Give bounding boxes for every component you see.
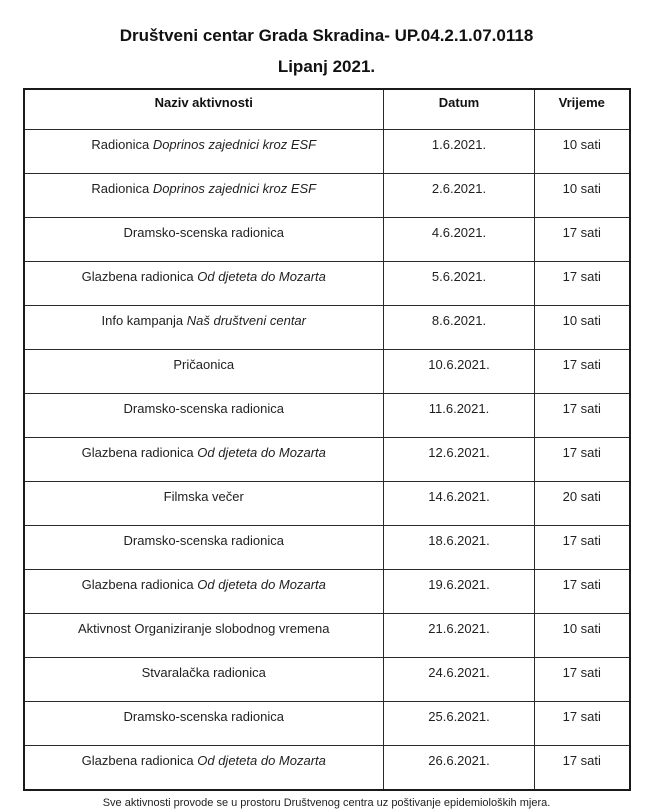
activity-name-italic: Doprinos zajednici kroz ESF (152, 137, 317, 152)
activity-time-cell: 17 sati (535, 218, 630, 262)
table-row (24, 350, 630, 394)
activity-name-cell (24, 394, 384, 438)
activity-name-cell (24, 350, 384, 394)
activity-name-regular: Pričaonica (173, 357, 235, 372)
activity-name-regular: Dramsko-scenska radionica (123, 225, 284, 240)
activity-name-regular: Glazbena radionica (81, 445, 198, 460)
activity-time-cell: 10 sati (535, 306, 630, 350)
activity-date-cell: 5.6.2021. (384, 262, 535, 306)
table-row (24, 306, 630, 350)
activity-name-cell (24, 526, 384, 570)
activity-name-italic: Doprinos zajednici kroz ESF (152, 181, 317, 196)
table-row (24, 438, 630, 482)
activity-time-cell: 20 sati (535, 482, 630, 526)
activity-name-italic: Od djeteta do Mozarta (197, 269, 326, 284)
activity-date-cell: 8.6.2021. (384, 306, 535, 350)
table-row (24, 614, 630, 658)
activity-name-cell (24, 218, 384, 262)
activity-time-cell: 17 sati (535, 658, 630, 702)
activities-schedule-table (23, 88, 631, 791)
column-header-activity-name: Naziv aktivnosti (24, 89, 384, 130)
activity-name-cell (24, 130, 384, 174)
activity-name-regular: Radionica (91, 137, 153, 152)
activity-name-cell (24, 614, 384, 658)
activity-name-italic: Od djeteta do Mozarta (197, 577, 326, 592)
activity-time-cell: 17 sati (535, 394, 630, 438)
activity-name-regular: Dramsko-scenska radionica (123, 709, 284, 724)
table-row (24, 746, 630, 791)
activity-name-regular: Dramsko-scenska radionica (123, 401, 284, 416)
table-row (24, 262, 630, 306)
activity-name-cell (24, 658, 384, 702)
table-row (24, 702, 630, 746)
activity-time-cell: 17 sati (535, 350, 630, 394)
activity-name-regular: Glazbena radionica (81, 269, 198, 284)
activity-time-cell: 17 sati (535, 438, 630, 482)
activity-name-regular: Glazbena radionica (81, 753, 198, 768)
table-row (24, 526, 630, 570)
activity-date-cell: 12.6.2021. (384, 438, 535, 482)
activity-name-cell (24, 570, 384, 614)
activity-name-regular: Filmska večer (163, 489, 244, 504)
table-row (24, 658, 630, 702)
column-header-time: Vrijeme (535, 89, 630, 130)
activity-name-cell (24, 746, 384, 791)
activity-date-cell: 4.6.2021. (384, 218, 535, 262)
document-subtitle: Lipanj 2021. (277, 57, 376, 76)
activity-name-regular: Glazbena radionica (81, 577, 198, 592)
table-header-row (24, 89, 630, 130)
activity-date-cell: 24.6.2021. (384, 658, 535, 702)
activity-name-regular: Radionica (91, 181, 153, 196)
table-row (24, 174, 630, 218)
column-header-date: Datum (384, 89, 535, 130)
table-row (24, 482, 630, 526)
activity-name-italic: Od djeteta do Mozarta (197, 445, 326, 460)
activity-name-cell (24, 438, 384, 482)
activity-time-cell: 17 sati (535, 262, 630, 306)
activity-date-cell: 1.6.2021. (384, 130, 535, 174)
activity-date-cell: 19.6.2021. (384, 570, 535, 614)
document-title: Društveni centar Grada Skradina- UP.04.2.1.07.0118 (119, 26, 534, 45)
activity-name-cell (24, 702, 384, 746)
activity-date-cell: 11.6.2021. (384, 394, 535, 438)
activity-date-cell: 26.6.2021. (384, 746, 535, 791)
activity-time-cell: 17 sati (535, 746, 630, 791)
activity-date-cell: 14.6.2021. (384, 482, 535, 526)
table-row (24, 130, 630, 174)
activity-name-italic: Naš društveni centar (186, 313, 306, 328)
table-row (24, 218, 630, 262)
table-row (24, 570, 630, 614)
activity-time-cell: 10 sati (535, 174, 630, 218)
activity-time-cell: 17 sati (535, 570, 630, 614)
activity-name-regular: Aktivnost Organiziranje slobodnog vremena (78, 621, 330, 636)
activity-date-cell: 10.6.2021. (384, 350, 535, 394)
activity-name-regular: Stvaralačka radionica (141, 665, 266, 680)
activity-time-cell: 10 sati (535, 614, 630, 658)
table-row (24, 394, 630, 438)
activity-name-cell (24, 174, 384, 218)
activity-name-regular: Dramsko-scenska radionica (123, 533, 284, 548)
activities-table-body (24, 130, 630, 791)
activity-time-cell: 17 sati (535, 702, 630, 746)
activity-name-cell (24, 262, 384, 306)
activity-name-italic: Od djeteta do Mozarta (197, 753, 326, 768)
activity-name-regular: Info kampanja (101, 313, 187, 328)
activity-time-cell: 17 sati (535, 526, 630, 570)
activity-date-cell: 18.6.2021. (384, 526, 535, 570)
footer-note: Sve aktivnosti provode se u prostoru Društvenog centra uz poštivanje epidemioloških mjera. (102, 797, 551, 809)
activity-date-cell: 2.6.2021. (384, 174, 535, 218)
activity-date-cell: 25.6.2021. (384, 702, 535, 746)
activity-name-cell (24, 306, 384, 350)
activity-name-cell (24, 482, 384, 526)
activity-date-cell: 21.6.2021. (384, 614, 535, 658)
activity-time-cell: 10 sati (535, 130, 630, 174)
